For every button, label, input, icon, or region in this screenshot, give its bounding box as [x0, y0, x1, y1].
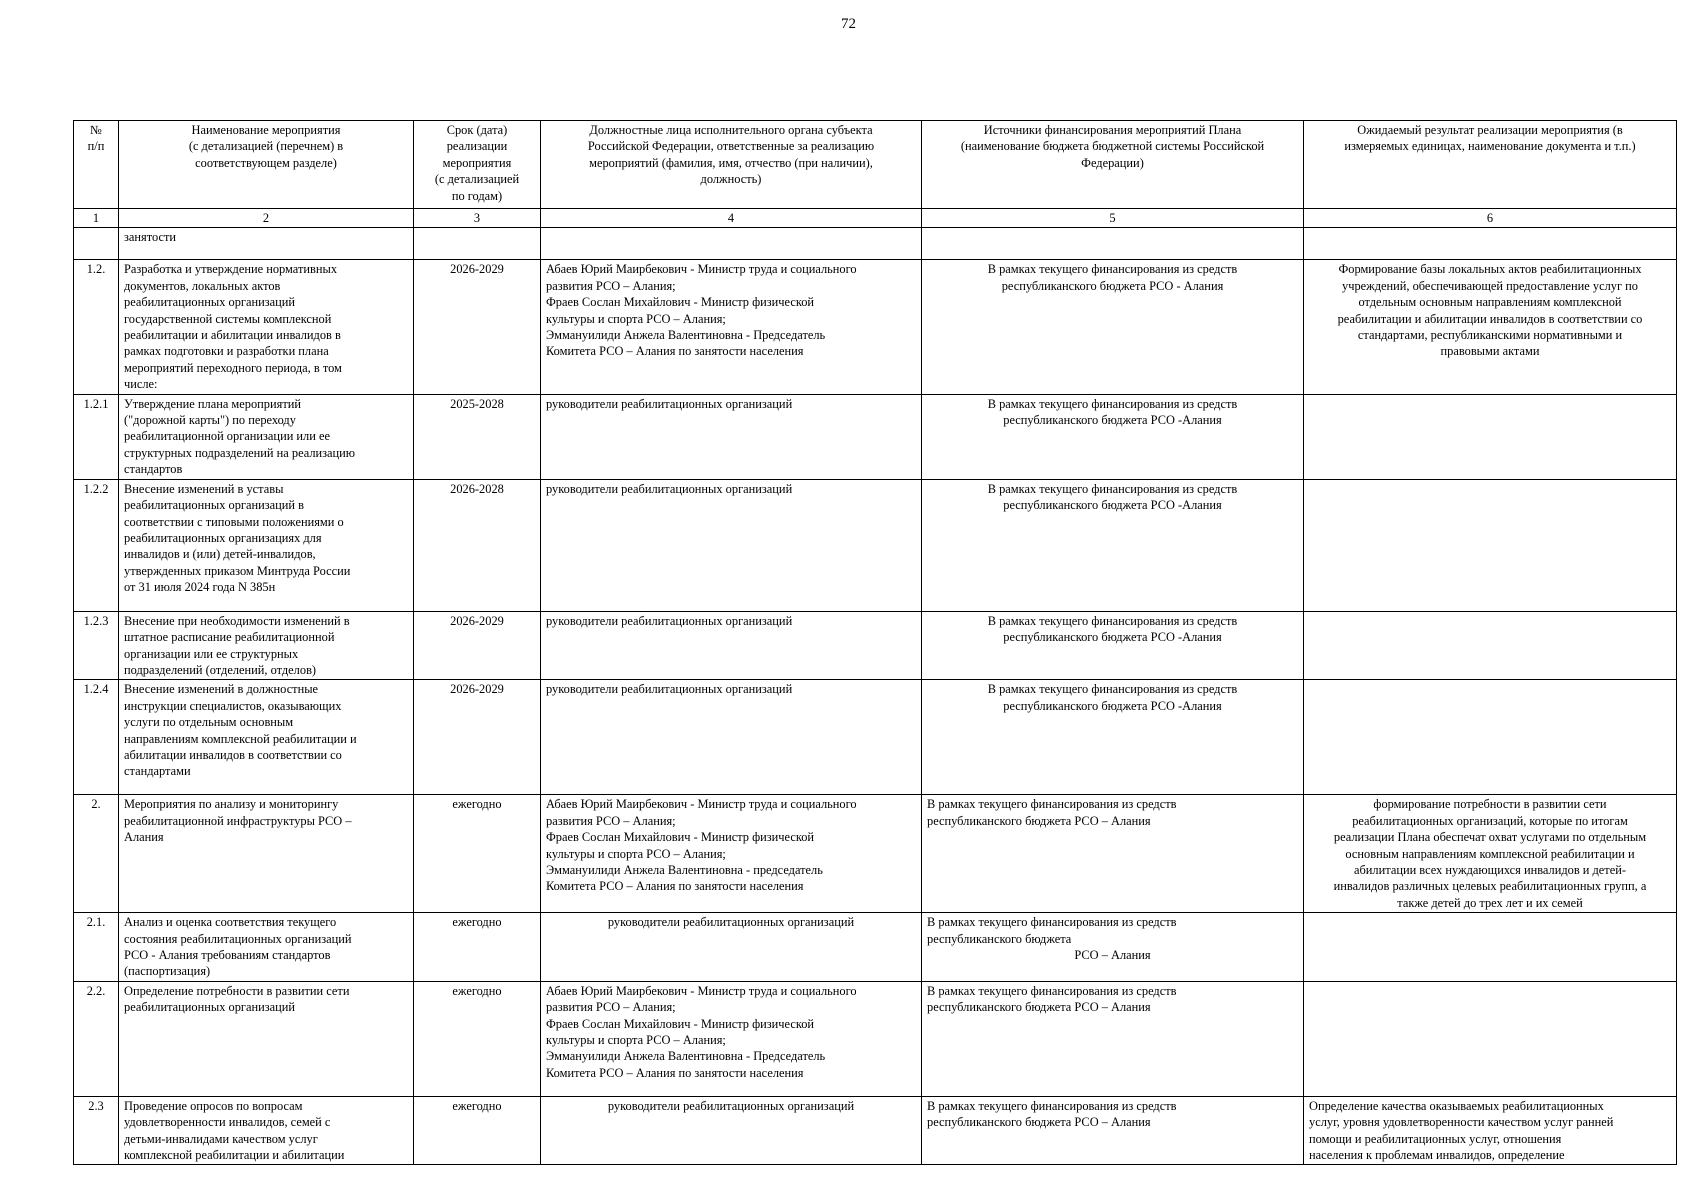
row-funding-source	[922, 394, 1304, 479]
text-line: соответствующем разделе)	[195, 155, 337, 170]
text-line: реабилитационной инфраструктуры РСО –	[124, 813, 352, 828]
text-line: основным направлениям комплексной реабилитации и	[1345, 846, 1635, 861]
row-expected-result	[1304, 611, 1677, 680]
table-row	[74, 479, 1677, 611]
row-expected-result	[1304, 228, 1677, 260]
row-officials	[541, 913, 922, 982]
text-line: реализации Плана обеспечат охват услугами по отдельным	[1333, 830, 1647, 845]
row-term: 2026-2029	[414, 680, 541, 795]
text-line: Определение потребности в развитии сети	[124, 983, 350, 998]
text-line: комплексной реабилитации и абилитации	[124, 1148, 345, 1162]
row-activity-name	[119, 913, 414, 982]
text-line: развития РСО – Алания;	[546, 813, 676, 828]
row-number: 2.	[74, 795, 119, 913]
text-line: Внесение изменений в уставы	[124, 481, 284, 496]
row-expected-result	[1304, 680, 1677, 795]
text-line: Формирование базы локальных актов реабилитационных	[1338, 262, 1642, 277]
row-activity-name	[119, 394, 414, 479]
text-line: Фраев Сослан Михайлович - Министр физической	[546, 830, 815, 845]
row-term: ежегодно	[414, 981, 541, 1096]
text-line: по годам)	[451, 188, 503, 203]
text-line: (наименование бюджета бюджетной системы Российской	[960, 139, 1265, 154]
text-line: (с детализацией (перечнем) в	[188, 139, 344, 154]
text-line: культуры и спорта РСО – Алания;	[546, 311, 726, 326]
row-activity-name	[119, 981, 414, 1096]
header-term	[414, 121, 541, 209]
text-line: инвалидов и (или) детей-инвалидов,	[124, 547, 316, 562]
row-expected-result	[1304, 394, 1677, 479]
text-line: правовыми актами	[1440, 344, 1540, 359]
text-line: РСО – Алания	[1074, 947, 1151, 962]
text-line: Федерации)	[1081, 155, 1144, 170]
table-header-row	[74, 121, 1677, 209]
text-line: мероприятий (фамилия, имя, отчество (при наличии),	[589, 155, 873, 170]
row-funding-source	[922, 611, 1304, 680]
text-line: мероприятий переходного периода, в том	[124, 360, 342, 375]
text-line: республиканского бюджета РСО -Алания	[1003, 413, 1222, 428]
text-line: руководители реабилитационных организаций	[546, 396, 793, 411]
row-funding-source	[922, 795, 1304, 913]
text-line: Абаев Юрий Маирбекович - Министр труда и социального	[546, 797, 857, 812]
table-row	[74, 680, 1677, 795]
text-line: Комитета РСО – Алания по занятости населения	[546, 879, 804, 894]
row-number: 1.2.2	[74, 479, 119, 611]
text-line: В рамках текущего финансирования из средств	[927, 983, 1177, 998]
row-funding-source	[922, 1096, 1304, 1165]
text-line: состояния реабилитационных организаций	[124, 931, 352, 946]
text-line: стандартами	[124, 764, 191, 779]
text-line: направлениям комплексной реабилитации и	[124, 731, 357, 746]
row-officials	[541, 1096, 922, 1165]
row-officials	[541, 228, 922, 260]
text-line: Эммануилиди Анжела Валентиновна - Председатель	[546, 1049, 826, 1064]
text-line: руководители реабилитационных организаций	[546, 481, 793, 496]
row-activity-name	[119, 1096, 414, 1165]
text-line: В рамках текущего финансирования из средств	[987, 682, 1238, 697]
text-line: организации или ее структурных	[124, 646, 299, 661]
table-row	[74, 1096, 1677, 1165]
text-line: руководители реабилитационных организаций	[546, 682, 793, 697]
row-funding-source	[922, 981, 1304, 1096]
row-activity-name	[119, 479, 414, 611]
text-line: стандартами, республиканскими нормативными и	[1357, 328, 1623, 343]
text-line: Срок (дата)	[446, 123, 508, 137]
text-line: республиканского бюджета РСО -Алания	[1003, 498, 1222, 513]
header-activity-name	[119, 121, 414, 209]
row-number: 2.3	[74, 1096, 119, 1165]
header-officials	[541, 121, 922, 209]
page-number: 72	[841, 16, 856, 32]
text-line: также детей до трех лет и их семей	[1397, 895, 1583, 910]
row-term: ежегодно	[414, 913, 541, 982]
row-funding-source	[922, 913, 1304, 982]
text-line: измеряемых единицах, наименование документа и т.п.)	[1344, 139, 1636, 154]
text-line: республиканского бюджета	[927, 931, 1072, 946]
text-line: республиканского бюджета РСО -Алания	[1003, 630, 1222, 645]
text-line: реабилитационных организаций, которые по итогам	[1352, 813, 1628, 828]
table-row	[74, 913, 1677, 982]
column-number: 2	[119, 209, 414, 228]
text-line: культуры и спорта РСО – Алания;	[546, 1033, 726, 1047]
text-line: В рамках текущего финансирования из средств	[987, 613, 1238, 628]
row-number: 1.2.	[74, 260, 119, 394]
text-line: республиканского бюджета РСО - Алания	[1001, 278, 1224, 293]
text-line: В рамках текущего финансирования из средств	[987, 396, 1238, 411]
text-line: реабилитационной организации или ее	[124, 429, 330, 444]
text-line: реабилитационных организаций	[124, 1000, 296, 1015]
text-line: республиканского бюджета РСО -Алания	[1003, 698, 1222, 713]
text-line: реабилитации и абилитации инвалидов в соответствии со	[1337, 311, 1643, 326]
row-number: 2.2.	[74, 981, 119, 1096]
text-line: штатное расписание реабилитационной	[124, 630, 335, 645]
text-line: рамках подготовки и разработки плана	[124, 344, 329, 359]
row-term: ежегодно	[414, 1096, 541, 1165]
text-line: развития РСО – Алания;	[546, 278, 676, 293]
row-term: 2026-2029	[414, 611, 541, 680]
text-line: от 31 июля 2024 года N 385н	[124, 580, 276, 595]
activity-plan-table	[73, 120, 1677, 1165]
text-line: занятости	[124, 230, 177, 245]
row-term: 2025-2028	[414, 394, 541, 479]
row-officials	[541, 394, 922, 479]
text-line: должность)	[700, 172, 762, 187]
text-line: учреждений, обеспечивающей предоставление услуг по	[1342, 278, 1638, 293]
row-funding-source	[922, 680, 1304, 795]
text-line: стандартов	[124, 462, 183, 477]
text-line: инструкции специалистов, оказывающих	[124, 698, 342, 713]
table-row	[74, 394, 1677, 479]
text-line: населения к проблемам инвалидов, определение	[1309, 1148, 1565, 1162]
text-line: Проведение опросов по вопросам	[124, 1098, 303, 1113]
row-expected-result	[1304, 981, 1677, 1096]
row-officials	[541, 795, 922, 913]
row-funding-source	[922, 260, 1304, 394]
text-line: Ожидаемый результат реализации мероприятия (в	[1357, 123, 1623, 137]
text-line: Эммануилиди Анжела Валентиновна - председатель	[546, 862, 823, 877]
table-row	[74, 260, 1677, 394]
text-line: реабилитационных организаций в	[124, 498, 304, 513]
row-activity-name	[119, 611, 414, 680]
text-line: документов, локальных актов	[124, 278, 281, 293]
text-line: Алания	[124, 830, 164, 845]
text-line: п/п	[87, 139, 105, 154]
column-number: 6	[1304, 209, 1677, 228]
text-line: подразделений (отделений, отделов)	[124, 662, 317, 677]
header-funding-source	[922, 121, 1304, 209]
column-number: 3	[414, 209, 541, 228]
text-line: Комитета РСО – Алания по занятости населения	[546, 344, 804, 359]
text-line: Внесение при необходимости изменений в	[124, 613, 350, 628]
text-line: Фраев Сослан Михайлович - Министр физической	[546, 1016, 815, 1031]
row-term: 2026-2028	[414, 479, 541, 611]
text-line: детьми-инвалидами качеством услуг	[124, 1131, 318, 1146]
text-line: реабилитационных организаций	[124, 295, 296, 310]
row-expected-result	[1304, 1096, 1677, 1165]
row-officials	[541, 680, 922, 795]
row-activity-name	[119, 260, 414, 394]
text-line: (с детализацией	[434, 172, 520, 187]
text-line: реабилитации и абилитации инвалидов в	[124, 328, 341, 343]
text-line: отдельным основным направлениям комплексной	[1358, 295, 1622, 310]
text-line: Должностные лица исполнительного органа субъекта	[589, 123, 873, 137]
text-line: республиканского бюджета РСО – Алания	[927, 1000, 1151, 1015]
text-line: Фраев Сослан Михайлович - Министр физической	[546, 295, 815, 310]
row-term: ежегодно	[414, 795, 541, 913]
text-line: республиканского бюджета РСО – Алания	[927, 1115, 1151, 1130]
row-expected-result	[1304, 913, 1677, 982]
text-line: Абаев Юрий Маирбекович - Министр труда и социального	[546, 262, 857, 277]
row-activity-name	[119, 228, 414, 260]
row-expected-result	[1304, 795, 1677, 913]
text-line: инвалидов различных целевых реабилитационных групп, а	[1333, 879, 1647, 894]
text-line: В рамках текущего финансирования из средств	[927, 797, 1177, 812]
text-line: мероприятия	[442, 155, 512, 170]
row-funding-source	[922, 479, 1304, 611]
text-line: реализации	[446, 139, 508, 154]
row-number: 1.2.1	[74, 394, 119, 479]
row-expected-result	[1304, 479, 1677, 611]
row-term: 2026-2029	[414, 260, 541, 394]
text-line: помощи и реабилитационных услуг, отношения	[1309, 1131, 1562, 1146]
text-line: числе:	[124, 377, 158, 392]
text-line: абилитации всех нуждающихся инвалидов и детей-	[1354, 862, 1626, 877]
text-line: Источники финансирования мероприятий Плана	[983, 123, 1242, 137]
text-line: Российской Федерации, ответственные за реализацию	[587, 139, 875, 154]
text-line: ("дорожной карты") по переходу	[124, 413, 296, 428]
row-number	[74, 228, 119, 260]
text-line: структурных подразделений на реализацию	[124, 445, 356, 460]
column-number: 1	[74, 209, 119, 228]
text-line: В рамках текущего финансирования из средств	[987, 262, 1238, 277]
text-line: реабилитационных организациях для	[124, 530, 322, 545]
text-line: Разработка и утверждение нормативных	[124, 262, 338, 277]
text-line: Утверждение плана мероприятий	[124, 396, 301, 411]
column-number: 5	[922, 209, 1304, 228]
text-line: услуг, уровня удовлетворенности качеством услуг ранней	[1309, 1115, 1614, 1130]
row-number: 1.2.4	[74, 680, 119, 795]
row-number: 2.1.	[74, 913, 119, 982]
text-line: руководители реабилитационных организаций	[607, 1098, 855, 1113]
table-row	[74, 981, 1677, 1096]
text-line: государственной системы комплексной	[124, 311, 332, 326]
text-line: РСО - Алания требованиям стандартов	[124, 947, 331, 962]
text-line: абилитации инвалидов в соответствии со	[124, 747, 342, 762]
text-line: соответствии с типовыми положениями о	[124, 514, 344, 529]
row-funding-source	[922, 228, 1304, 260]
column-number-row	[74, 209, 1677, 228]
row-officials	[541, 260, 922, 394]
text-line: руководители реабилитационных организаций	[607, 915, 855, 930]
column-number: 4	[541, 209, 922, 228]
text-line: №	[90, 123, 102, 137]
text-line: Определение качества оказываемых реабилитационных	[1309, 1098, 1604, 1113]
text-line: утвержденных приказом Минтруда России	[124, 563, 351, 578]
table-row	[74, 795, 1677, 913]
text-line: Внесение изменений в должностные	[124, 682, 319, 697]
row-officials	[541, 611, 922, 680]
text-line: удовлетворенности инвалидов, семей с	[124, 1115, 331, 1130]
text-line: Абаев Юрий Маирбекович - Министр труда и социального	[546, 983, 857, 998]
text-line: В рамках текущего финансирования из средств	[927, 915, 1177, 930]
text-line: формирование потребности в развитии сети	[1373, 797, 1607, 812]
text-line: услуги по отдельным основным	[124, 715, 294, 730]
text-line: Наименование мероприятия	[191, 123, 341, 137]
row-activity-name	[119, 795, 414, 913]
text-line: республиканского бюджета РСО – Алания	[927, 813, 1151, 828]
text-line: В рамках текущего финансирования из средств	[987, 481, 1238, 496]
text-line: (паспортизация)	[124, 964, 211, 979]
row-officials	[541, 981, 922, 1096]
text-line: В рамках текущего финансирования из средств	[927, 1098, 1177, 1113]
row-term	[414, 228, 541, 260]
text-line: Эммануилиди Анжела Валентиновна - Председатель	[546, 328, 826, 343]
row-officials	[541, 479, 922, 611]
text-line: развития РСО – Алания;	[546, 1000, 676, 1015]
table-row	[74, 228, 1677, 260]
table-row	[74, 611, 1677, 680]
text-line: Комитета РСО – Алания по занятости населения	[546, 1065, 804, 1080]
text-line: Мероприятия по анализу и мониторингу	[124, 797, 339, 812]
text-line: руководители реабилитационных организаций	[546, 613, 793, 628]
header-number	[74, 121, 119, 209]
row-expected-result	[1304, 260, 1677, 394]
text-line: культуры и спорта РСО – Алания;	[546, 846, 726, 861]
row-activity-name	[119, 680, 414, 795]
row-number: 1.2.3	[74, 611, 119, 680]
header-expected-result	[1304, 121, 1677, 209]
text-line: Анализ и оценка соответствия текущего	[124, 915, 337, 930]
